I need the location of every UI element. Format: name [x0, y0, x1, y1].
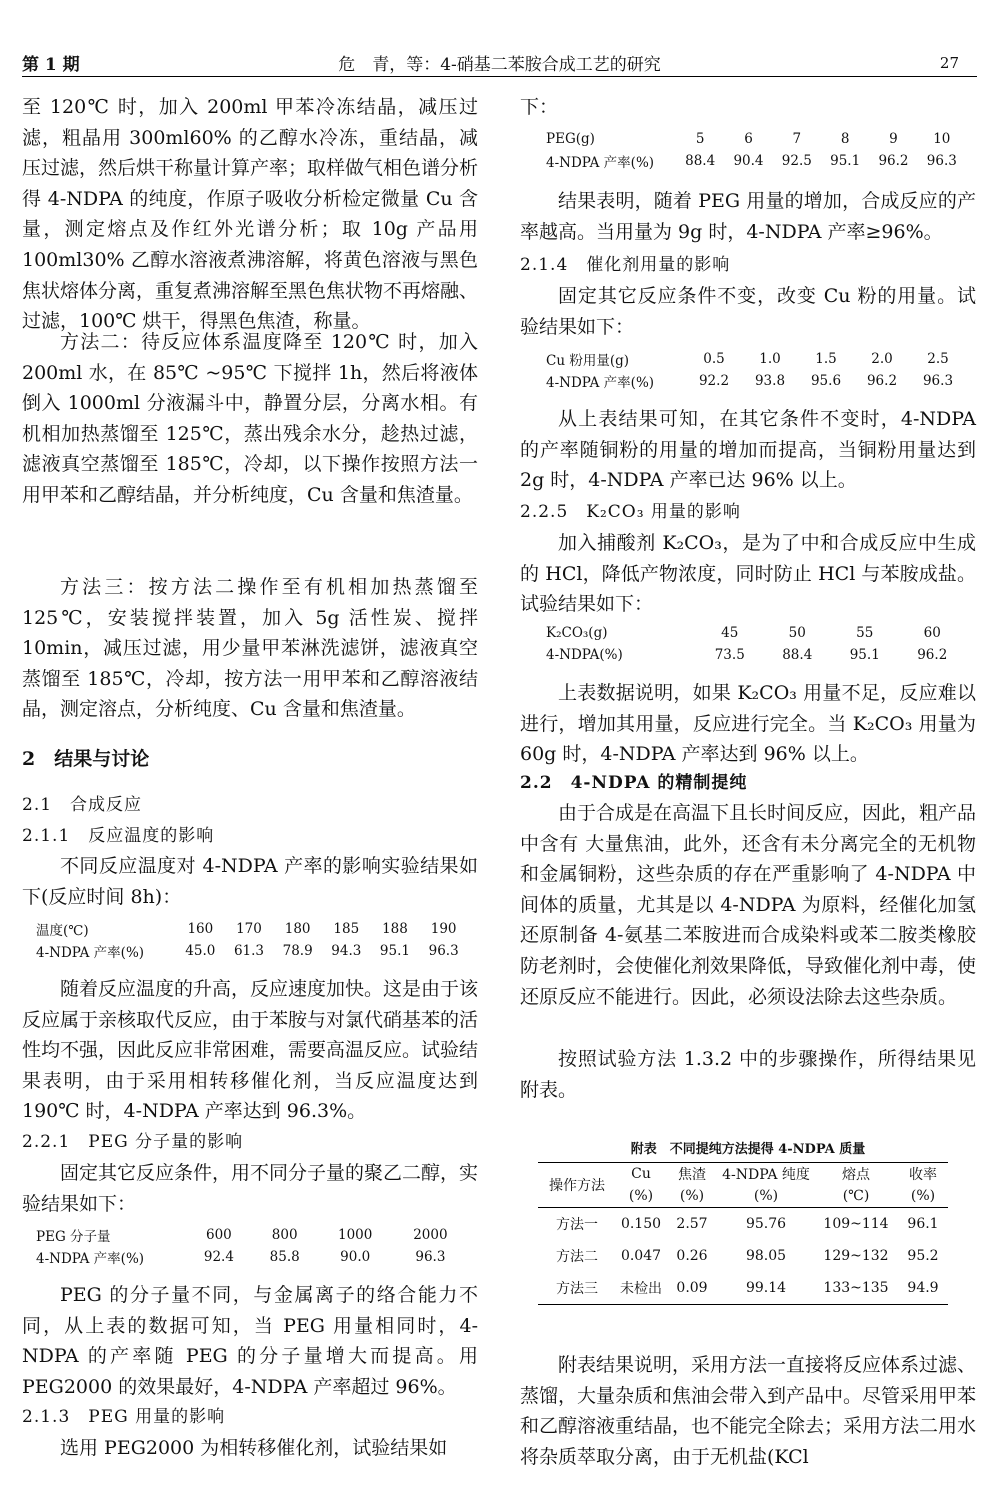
cell-cu: 0.150 [620, 1216, 662, 1232]
cell-purity: 95.76 [745, 1216, 787, 1232]
cell-tar: 2.57 [676, 1216, 708, 1232]
table-cell: 60 [923, 625, 941, 641]
table-row [36, 1246, 468, 1268]
table-cell: 90.4 [733, 153, 764, 169]
table-cell: 800 [271, 1227, 298, 1243]
table-cell: 96.3 [926, 153, 957, 169]
table-cell: 188 [382, 921, 408, 937]
table-row [538, 1208, 948, 1241]
table-row-label: 4-NDPA 产率(%) [36, 945, 145, 961]
unit-purity: (%) [718, 1185, 814, 1208]
table-cell: 0.5 [703, 351, 725, 367]
table-row [546, 348, 966, 370]
table-cell: 61.3 [233, 943, 265, 959]
page-number: 27 [939, 54, 959, 72]
table-cell: 96.2 [878, 153, 909, 169]
paragraph-conclusion: 附表结果说明，采用方法一直接将反应体系过滤、蒸馏，大量杂质和焦油会带入到产品中。尽管采用甲苯和乙醇溶液重结晶，也不能完全除去；采用方法二用水将杂质萃取分离，由于无机盐(KCl [520, 1354, 977, 1468]
table-row [538, 1272, 948, 1305]
table-cell: 94.3 [331, 943, 362, 959]
table-cell: 1000 [338, 1227, 373, 1243]
issue-label: 第 1 期 [22, 55, 80, 75]
table-row-label: PEG 分子量 [36, 1229, 111, 1245]
cell-method: 方法三 [538, 1272, 616, 1305]
paragraph-peg-mw-discussion: PEG 的分子量不同，与金属离子的络合能力不同，从上表的数据可知，当 PEG 用量相同时，4-NDPA 的产率随 PEG 的分子量增大而提高。用 PEG2000 的效果最好，4-NDPA 产率超过 96%。 [22, 1284, 478, 1398]
unit-tar: (%) [666, 1185, 718, 1208]
paragraph-method3: 方法三：按方法二操作至有机相加热蒸馏至 125℃，安装搅拌装置，加入 5g 活性炭、搅拌 10min，减压过滤，用少量甲苯淋洗滤饼，滤液真空蒸馏至 185℃，冷却，按方法一用甲苯和乙醇溶液结晶，测定溶点，分析纯度、Cu 含量和焦渣量。 [22, 576, 478, 721]
table-cell: 1.5 [815, 351, 837, 367]
section-heading-results: 2 结果与讨论 [22, 748, 150, 770]
col-header-purity: 4-NDPA 纯度 [718, 1163, 814, 1186]
table-row [546, 622, 966, 644]
table-cell: 185 [333, 921, 360, 937]
running-title: 危 青，等：4-硝基二苯胺合成工艺的研究 [338, 55, 661, 75]
paragraph-k2co3-intro: 加入捕酸剂 K₂CO₃，是为了中和合成反应中生成的 HCl，降低产物浓度，同时防止 HCl 与苯胺成盐。试验结果如下： [520, 532, 976, 616]
heading-2-2-5: 2.2.5 K₂CO₃ 用量的影响 [520, 502, 741, 522]
paragraph-peg-mw-intro: 固定其它反应条件，用不同分子量的聚乙二醇，实验结果如下： [22, 1162, 479, 1215]
table-row [36, 940, 468, 962]
cell-cu: 未检出 [616, 1272, 666, 1305]
table-cell: 95.6 [810, 373, 842, 389]
cell-mp: 109~114 [823, 1216, 889, 1232]
table-row [546, 128, 966, 150]
table-cell: 85.8 [269, 1249, 300, 1265]
table-cell: 2.0 [871, 351, 893, 367]
table-cell: 600 [206, 1227, 232, 1243]
cell-purity: 99.14 [718, 1272, 814, 1305]
cell-mp: 133~135 [814, 1272, 898, 1305]
heading-2-1-1: 2.1.1 反应温度的影响 [22, 826, 215, 846]
table-cell: 96.3 [428, 943, 459, 959]
table-cell: 88.4 [782, 647, 813, 663]
cell-purity: 98.05 [745, 1248, 787, 1264]
table-row-label: 4-NDPA 产率(%) [546, 375, 655, 391]
cell-yield: 94.9 [898, 1272, 948, 1305]
paragraph-peg-amount-discussion: 结果表明，随着 PEG 用量的增加，合成反应的产率越高。当用量为 9g 时，4-NDPA 产率≥96%。 [520, 190, 976, 243]
col-header-mp: 熔点 [814, 1163, 898, 1186]
table-cell: 7 [792, 131, 802, 147]
paragraph-peg-amount-intro: 选用 PEG2000 为相转移催化剂，试验结果如 [60, 1437, 448, 1459]
table-cell: 92.2 [698, 373, 730, 389]
appendix-table [538, 1162, 948, 1305]
table-row-label: K₂CO₃(g) [546, 625, 608, 641]
table-cell: 170 [236, 921, 262, 937]
table-cell: 5 [695, 131, 705, 147]
heading-2-2: 2.2 4-NDPA 的精制提纯 [520, 773, 748, 793]
table-cell: 90.0 [340, 1249, 371, 1265]
col-header-tar: 焦渣 [666, 1163, 718, 1186]
cell-mp: 129~132 [823, 1248, 889, 1264]
paragraph-follow: 按照试验方法 1.3.2 中的步骤操作，所得结果见附表。 [520, 1048, 976, 1101]
table-cell: 2.5 [927, 351, 949, 367]
table-row-label: 温度(℃) [36, 923, 89, 939]
table-cell: 92.4 [203, 1249, 234, 1265]
heading-2-2-1: 2.2.1 PEG 分子量的影响 [22, 1132, 244, 1152]
cell-method: 方法二 [556, 1249, 598, 1265]
table-cell: 55 [856, 625, 874, 641]
table-cell: 160 [187, 921, 214, 937]
paragraph-cu-discussion: 从上表结果可知，在其它条件不变时，4-NDPA 的产率随铜粉的用量的增加而提高，当铜粉用量达到 2g 时，4-NDPA 产率已达 96% 以上。 [520, 408, 976, 492]
table-cell: 190 [430, 921, 457, 937]
temperature-table [36, 918, 468, 962]
table-header-row [538, 1163, 948, 1186]
heading-2-1-4: 2.1.4 催化剂用量的影响 [520, 255, 731, 275]
heading-2-1: 2.1 合成反应 [22, 795, 143, 815]
cu-amount-table [546, 348, 966, 392]
table-row [546, 150, 966, 172]
table-row [538, 1240, 948, 1272]
table-row-label: 4-NDPA 产率(%) [546, 155, 655, 171]
paragraph-purification: 由于合成是在高温下且长时间反应，因此，粗产品中含有 大量焦油，此外，还含有未分离完全的无机物和金属铜粉，这些杂质的存在严重影响了 4-NDPA 中间体的质量，尤其是以 4-NDPA 为原料，经催化加氢还原制备 4-氨基二苯胺进而合成染料或苯二胺类橡胶防老剂时，会使催化剂效果降低，导致催化剂中毒，使还原反应不能进行。因此，必须设法除去这些杂质。 [520, 802, 977, 1008]
unit-cu: (%) [616, 1185, 666, 1208]
table-cell: 96.3 [922, 373, 954, 389]
paragraph-peg-amount-cont: 下： [520, 96, 559, 118]
table-cell: 78.9 [282, 943, 313, 959]
table-cell: 180 [284, 921, 311, 937]
paragraph-method2: 方法二：待反应体系温度降至 120℃ 时，加入 200ml 水，在 85℃ ~95℃ 下搅拌 1h，然后将液体倒入 1000ml 分液漏斗中，静置分层，分离水相。有机相加热蒸馏至 125℃，蒸出残余水分，趁热过滤，滤液真空蒸馏至 185℃，冷却，以下操作按照方法一用甲苯和乙醇结晶，并分析纯度，Cu 含量和焦渣量。 [22, 331, 478, 506]
cell-cu: 0.047 [620, 1248, 662, 1264]
cell-tar: 0.09 [666, 1272, 718, 1305]
table-cell: 96.2 [917, 647, 948, 663]
table-cell: 95.1 [830, 153, 861, 169]
paragraph-temp-intro: 不同反应温度对 4-NDPA 产率的影响实验结果如下(反应时间 8h)： [22, 855, 478, 908]
peg-amount-table [546, 128, 966, 172]
k2co3-table [546, 622, 966, 666]
table-row-label: Cu 粉用量(g) [546, 353, 629, 369]
table-row [36, 918, 468, 940]
unit-yield: (%) [898, 1185, 948, 1208]
col-header-cu: Cu [616, 1163, 666, 1186]
cell-tar: 0.26 [676, 1248, 708, 1264]
table-cell: 50 [788, 625, 806, 641]
table-row [546, 370, 966, 392]
table-cell: 9 [889, 131, 898, 147]
table-row [36, 1224, 468, 1246]
table-cell: 2000 [413, 1227, 448, 1243]
table-row-label: 4-NDPA(%) [546, 647, 623, 663]
paragraph-cu-intro: 固定其它反应条件不变，改变 Cu 粉的用量。试验结果如下： [520, 285, 976, 338]
cell-yield: 96.1 [907, 1216, 939, 1232]
paragraph-method1-cont: 至 120℃ 时，加入 200ml 甲苯冷冻结晶，减压过滤，粗晶用 300ml60% 的乙醇水冷冻，重结晶，减压过滤，然后烘干称量计算产率；取样做气相色谱分析得 4-NDPA 的纯度，作原子吸收分析检定微量 Cu 含量，测定熔点及作红外光谱分析；取 10g 产品用 100ml30% 乙醇水溶液煮沸溶解，将黄色溶液与黑色焦状熔体分离，重复煮沸溶解至黑色焦状物不再熔融、过滤，100℃ 烘干，得黑色焦渣，称量。 [22, 96, 479, 333]
table-cell: 88.4 [685, 153, 716, 169]
table-cell: 95.1 [379, 943, 410, 959]
table-cell: 6 [744, 131, 753, 147]
cell-method: 方法一 [556, 1217, 598, 1233]
unit-mp: (℃) [814, 1185, 898, 1208]
table-cell: 45.0 [185, 943, 216, 959]
table-cell: 8 [840, 131, 850, 147]
running-header [22, 40, 977, 75]
table-cell: 73.5 [714, 647, 745, 663]
peg-mw-table [36, 1224, 468, 1268]
table-cell: 93.8 [754, 373, 786, 389]
heading-2-1-3: 2.1.3 PEG 用量的影响 [22, 1407, 226, 1427]
table-cell: 45 [721, 625, 739, 641]
paragraph-temp-discussion: 随着反应温度的升高，反应速度加快。这是由于该反应属于亲核取代反应，由于苯胺与对氯代硝基苯的活性均不强，因此反应非常困难，需要高温反应。试验结果表明，由于采用相转移催化剂，当反应温度达到 190℃ 时，4-NDPA 产率达到 96.3%。 [22, 978, 479, 1123]
table-cell: 96.2 [866, 373, 898, 389]
col-header-method: 操作方法 [538, 1163, 616, 1208]
table-cell: 95.1 [849, 647, 880, 663]
table-row-label: 4-NDPA 产率(%) [36, 1251, 145, 1267]
table-cell: 96.3 [415, 1249, 446, 1265]
paragraph-k2co3-discussion: 上表数据说明，如果 K₂CO₃ 用量不足，反应难以进行，增加其用量，反应进行完全。当 K₂CO₃ 用量为 60g 时，4-NDPA 产率达到 96% 以上。 [520, 682, 976, 766]
table-row [546, 644, 966, 666]
col-header-yield: 收率 [898, 1163, 948, 1186]
table-cell: 92.5 [781, 153, 812, 169]
table-cell: 1.0 [759, 351, 781, 367]
table-row-label: PEG(g) [546, 131, 595, 147]
header-rule [22, 76, 977, 77]
cell-yield: 95.2 [907, 1248, 939, 1264]
appendix-table-caption: 附表 不同提纯方法提得 4-NDPA 质量 [630, 1142, 866, 1157]
table-cell: 10 [933, 131, 951, 147]
